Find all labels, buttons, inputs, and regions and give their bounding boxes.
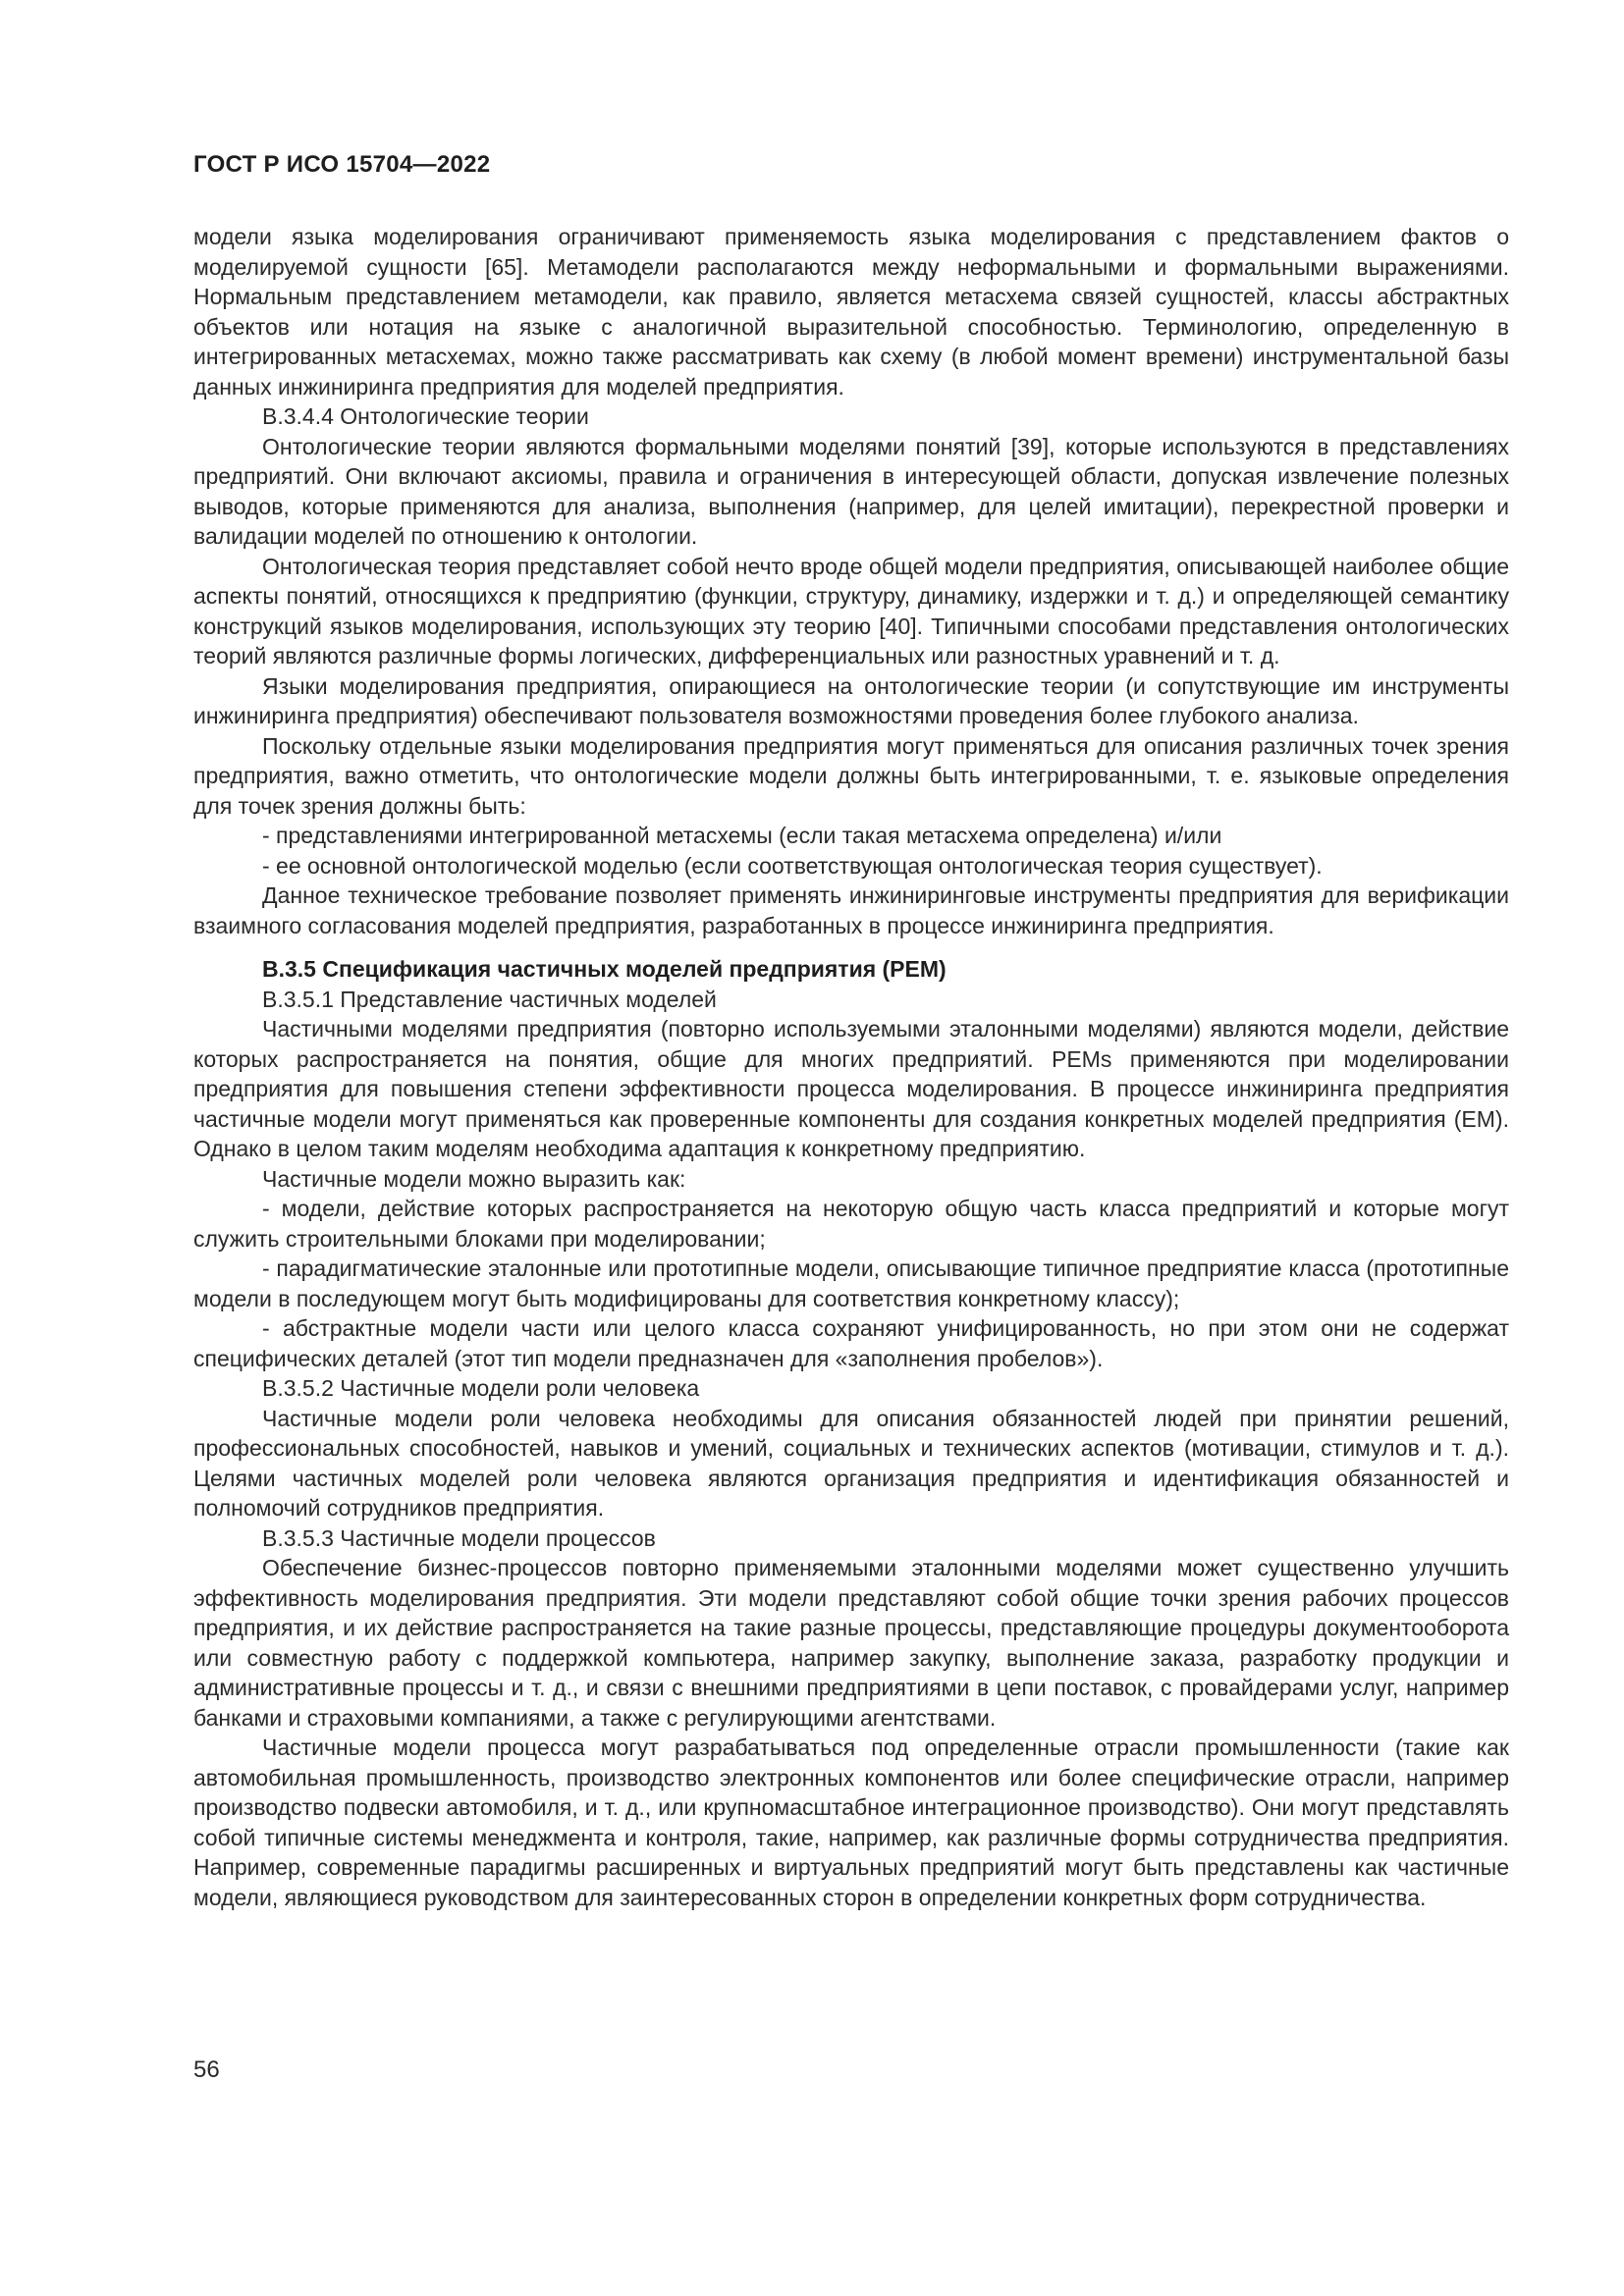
paragraph-partial-models: Частичными моделями предприятия (повторно используемыми эталонными моделями) являются модели, действие которых распространяется на понятия, общие для многих предприятий. PEMs применяются при моделировании предприятия для повышения степени эффективности процесса моделирования. В процессе инжиниринга предприятия частичные модели могут применяться как проверенные компоненты для создания конкретных моделей предприятия (EM). Однако в целом таким моделям необходима адаптация к конкретному предприятию. [193,1016,1509,1161]
paragraph-business-processes: Обеспечение бизнес-процессов повторно применяемыми эталонными моделями может существенно улучшить эффективность моделирования предприятия. Эти модели представляют собой общие точки зрения рабочих процессов предприятия, и их действие распространяется на такие разные процессы, представляющие процедуры документооборота или совместную работу с поддержкой компьютера, например закупку, выполнение заказа, разработку продукции и административные процессы и т. д., и связи с внешними предприятиями в цепи поставок, с провайдерами услуг, например банками и страховыми компаниями, а также с регулирующими агентствами. [193,1555,1509,1731]
page-number: 56 [193,2056,220,2083]
subsection-heading-b3-5-3: В.3.5.3 Частичные модели процессов [262,1524,656,1551]
subsection-heading-b3-5-1: В.3.5.1 Представление частичных моделей [262,986,717,1012]
list-item-ontology-model: - ее основной онтологической моделью (если соответствующая онтологическая теория существует). [262,852,1323,879]
paragraph-ontological-theory-model: Онтологическая теория представляет собой нечто вроде общей модели предприятия, описывающей наиболее общие аспекты понятий, относящихся к предприятию (функции, структуру, динамику, издержки и т. д.) и определяющей семантику конструкций языков моделирования, использующих эту теорию [40]. Типичными способами представления онтологических теорий являются различные формы логических, дифференциальных или разностных уравнений и т. д. [193,553,1509,668]
list-item-building-blocks: - модели, действие которых распространяется на некоторую общую часть класса предприятий и которые могут служить строительными блоками при моделировании; [193,1196,1509,1252]
list-item-metaschema: - представлениями интегрированной метасхемы (если такая метасхема определена) и/или [262,823,1222,848]
section-heading-b3-5: В.3.5 Спецификация частичных моделей предприятия (PEM) [262,956,947,982]
subsection-heading-b3-4-4: В.3.4.4 Онтологические теории [262,403,589,429]
paragraph-modeling-languages: Языки моделирования предприятия, опирающиеся на онтологические теории (и сопутствующие им инструменты инжиниринга предприятия) обеспечивают пользователя возможностями проведения более глубокого анализа. [193,672,1509,728]
document-header-title: ГОСТ Р ИСО 15704—2022 [193,151,491,178]
paragraph-metamodels: модели языка моделирования ограничивают применяемость языка моделирования с представлением фактов о моделируемой сущности [65]. Метамодели располагаются между неформальными и формальными выражениями. Нормальным представлением метамодели, как правило, является метасхема связей сущностей, классы абстрактных объектов или нотация на языке с аналогичной выразительной способностью. Терминологию, определенную в интегрированных метасхемах, можно также рассматривать как схему (в любой момент времени) инструментальной базы данных инжиниринга предприятия для моделей предприятия. [193,224,1509,400]
subsection-heading-b3-5-2: В.3.5.2 Частичные модели роли человека [262,1375,700,1401]
list-item-paradigmatic-models: - парадигматические эталонные или прототипные модели, описывающие типичное предприятие класса (прототипные модели в последующем могут быть модифицированы для соответствия конкретному классу); [193,1255,1509,1311]
paragraph-viewpoints: Поскольку отдельные языки моделирования предприятия могут применяться для описания различных точек зрения предприятия, важно отметить, что онтологические модели должны быть интегрированными, т. е. языковые определения для точек зрения должны быть: [193,732,1509,819]
document-body [193,222,1509,1912]
paragraph-ontological-theories: Онтологические теории являются формальными моделями понятий [39], которые используются в представлениях предприятий. Они включают аксиомы, правила и ограничения в интересующей области, допуская извлечение полезных выводов, которые применяются для анализа, выполнения (например, для целей имитации), перекрестной проверки и валидации моделей по отношению к онтологии. [193,433,1509,549]
document-page [193,0,1509,2296]
list-item-abstract-models: - абстрактные модели части или целого класса сохраняют унифицированность, но при этом они не содержат специфических деталей (этот тип модели предназначен для «заполнения пробелов»). [193,1315,1509,1371]
paragraph-human-role-models: Частичные модели роли человека необходимы для описания обязанностей людей при принятии решений, профессиональных способностей, навыков и умений, социальных и технических аспектов (мотивации, стимулов и т. д.). Целями частичных моделей роли человека являются организация предприятия и идентификация обязанностей и полномочий сотрудников предприятия. [193,1405,1509,1521]
paragraph-partial-models-expressed: Частичные модели можно выразить как: [262,1165,686,1192]
paragraph-process-models-industries: Частичные модели процесса могут разрабатываться под определенные отрасли промышленности (такие как автомобильная промышленность, производство электронных компонентов или более специфические отрасли, например производство подвески автомобиля, и т. д., или крупномасштабное интеграционное производство). Они могут представлять собой типичные системы менеджмента и контроля, такие, например, как различные формы сотрудничества предприятия. Например, современные парадигмы расширенных и виртуальных предприятий могут быть представлены как частичные модели, являющиеся руководством для заинтересованных сторон в определении конкретных форм сотрудничества. [193,1735,1509,1910]
paragraph-verification: Данное техническое требование позволяет применять инжиниринговые инструменты предприятия для верификации взаимного согласования моделей предприятия, разработанных в процессе инжиниринга предприятия. [193,882,1509,938]
